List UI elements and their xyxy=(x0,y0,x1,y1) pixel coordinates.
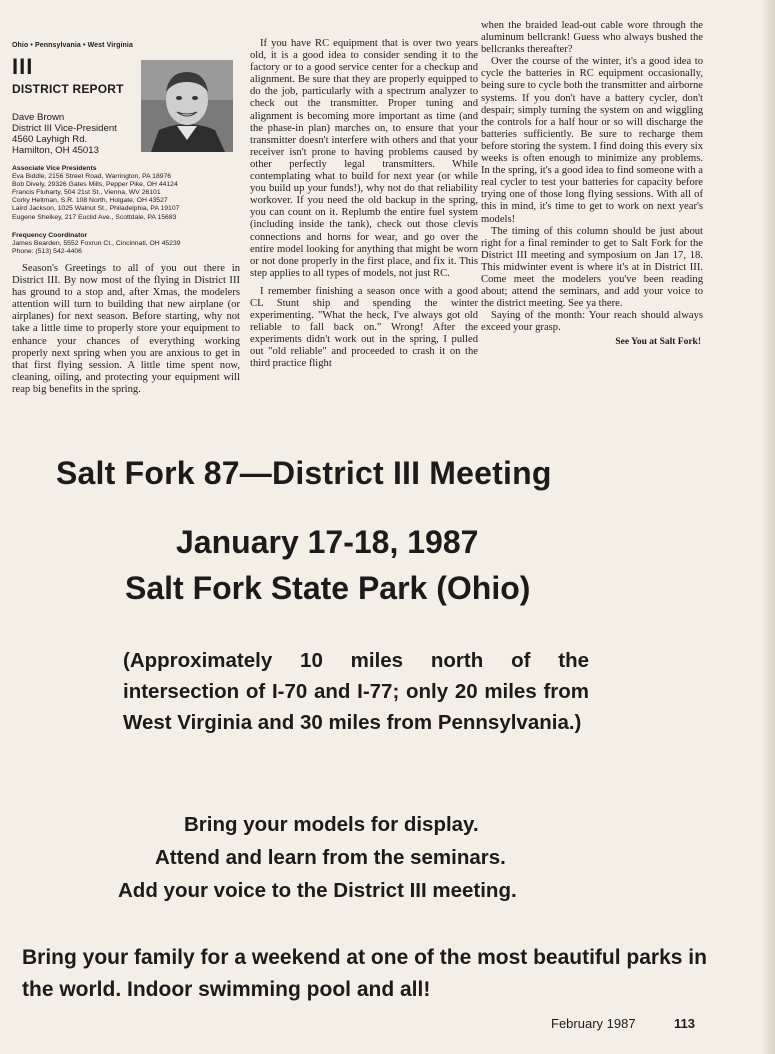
event-line: Attend and learn from the seminars. xyxy=(155,846,506,869)
event-location-note: (Approximately 10 miles north of the intersection of I-70 and I-77; only 20 miles from West Virginia and 30 miles from Pennsylvania.) xyxy=(123,649,589,734)
footer-date: February 1987 xyxy=(551,1016,636,1031)
associate-item: Bob Dively, 29326 Gates Mills, Pepper Pike, OH 44124 xyxy=(12,181,178,189)
article-column-2 xyxy=(250,38,478,371)
portrait-image xyxy=(141,60,233,152)
frequency-phone: Phone: (513) 542-4406 xyxy=(12,248,82,256)
vice-president-contact xyxy=(12,112,140,156)
paragraph: Over the course of the winter, it's a good idea to cycle the batteries in RC equipment occasionally, being sure to cycle both the transmitter and airborne systems. If you don't have a battery cycler, don't despair; simply turning the system on and wiggling the controls for a half hour or so will discharge the batteries sufficiently. Be sure to recharge them before storing the system. I find doing this every six weeks is often enough to minimize any problems. In the spring, it's a good idea to find someone with a real cycler to test your batteries for capacity before trying one of those long flying sessions. With all of this in mind, it's time to get to work on next year's models! xyxy=(481,56,703,225)
signoff: See You at Salt Fork! xyxy=(615,337,701,348)
associate-item: Eva Biddle, 2156 Street Road, Warrington, PA 18976 xyxy=(12,173,172,181)
associate-item: Laird Jackson, 1025 Walnut St., Philadelphia, PA 19107 xyxy=(12,205,180,213)
paragraph: If you have RC equipment that is over two years old, it is a good idea to consider sending it to the factory or to a good service center for a checkup and alignment. Be sure that they are properly equipped to do the job, particularly with a spectrum analyzer to check out the transmitter. Proper tuning and alignment is becoming more important as time (and the phase-in plan) marches on, to ensure that your transmitter doesn't interfere with others and that your receiver isn't prone to having problems caused by other perfectly legal transmitters. While contemplating what to build for next year (or while you build up your funds!), why not do that reliability workover. If you need the old backup in the spring, you can count on it. Replumb the entire fuel system (including inside the tank), check out those clevis connections and horns for wear, and go over the entire model looking for anything that might be worn or not done properly in the first place, and fix it. This step applies to all types of models, not just RC. xyxy=(250,38,478,279)
vp-street: 4560 Layhigh Rd. xyxy=(12,134,88,145)
event-family-note: Bring your family for a weekend at one of the most beautiful parks in the world. Indoor swimming pool and all! xyxy=(22,946,707,1001)
event-title: Salt Fork 87—District III Meeting xyxy=(56,455,552,491)
paragraph: when the braided lead-out cable wore through the aluminum bellcrank! Guess who always bushed the bellcranks thereafter? xyxy=(481,20,703,56)
event-place: Salt Fork State Park (Ohio) xyxy=(125,570,531,606)
vp-role: District III Vice-President xyxy=(12,123,117,134)
associate-vps xyxy=(12,165,240,222)
page-number: 113 xyxy=(674,1016,695,1031)
article-column-3 xyxy=(481,20,703,349)
event-line: Add your voice to the District III meeting. xyxy=(118,879,517,902)
paragraph: Season's Greetings to all of you out there in District III. By now most of the flying in District III has ground to a stop and, after Xmas, the modelers attention will turn to building that new airplane (or airplanes) for next season. Before starting, why not take a little time to properly store your equipment to enhance your chances of everything working properly next spring when you are anxious to get in that first flying session. A little time spent now, cleaning, oiling, and protecting your equipment will reap big benefits in the spring. xyxy=(12,263,240,395)
article-column-1 xyxy=(12,263,240,396)
event-dates: January 17-18, 1987 xyxy=(176,524,479,560)
vp-city: Hamilton, OH 45013 xyxy=(12,145,99,156)
associate-item: Corky Heltman, S.R. 108 North, Holgate, OH 43527 xyxy=(12,197,168,205)
states-line: Ohio • Pennsylvania • West Virginia xyxy=(12,42,133,49)
vp-name: Dave Brown xyxy=(12,112,65,123)
paragraph: I remember finishing a season once with a good CL Stunt ship and spending the winter experimenting. "What the heck, I've always got old reliable to fall back on." Wrong! After the experiments didn't work out in the spring, I pulled out "old reliable" and proceeded to crash it on the third practice flight xyxy=(250,285,478,370)
associate-item: Eugene Shelkey, 217 Euclid Ave., Scottdale, PA 15683 xyxy=(12,213,177,221)
frequency-address: James Bearden, 5552 Foxrun Ct., Cincinnati, OH 45239 xyxy=(12,240,181,248)
vice-president-photo xyxy=(141,60,233,152)
associate-item: Francis Fluharty, 504 21st St., Vienna, WV 26101 xyxy=(12,189,161,197)
district-number: III xyxy=(12,54,34,79)
section-title: DISTRICT REPORT xyxy=(12,82,124,96)
event-line: Bring your models for display. xyxy=(184,813,479,836)
paragraph: Saying of the month: Your reach should always exceed your grasp. xyxy=(481,310,703,334)
paragraph: The timing of this column should be just about right for a final reminder to get to Salt Fork for the District III meeting and symposium on Jan 17, 18. This midwinter event is where it's at in District III. Come meet the modelers you've been reading about; attend the seminars, and add your voice to the district meeting. See ya there. xyxy=(481,225,703,310)
associates-heading: Associate Vice Presidents xyxy=(12,165,97,172)
frequency-coordinator xyxy=(12,232,240,256)
page-edge-shadow xyxy=(761,0,775,1054)
frequency-heading: Frequency Coordinator xyxy=(12,232,88,239)
